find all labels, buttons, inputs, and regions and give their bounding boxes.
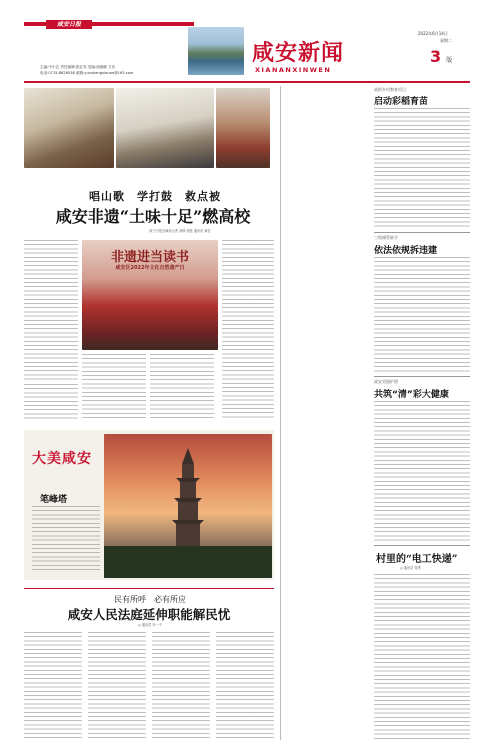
banner-text: 非遗进当读书 (110, 250, 189, 265)
pagoda-icon (104, 434, 272, 578)
court-top-rule (24, 588, 274, 589)
item2-kicker: 三级城管联手 (374, 235, 398, 240)
masthead-editors: 主编:中小玄 责任编辑:张红英 见编:池晓敏 方乐 (40, 65, 116, 69)
paper-name: 咸安日报 (56, 21, 81, 28)
photo-students-group (116, 88, 214, 168)
main-text-col5 (222, 240, 274, 420)
banner-subtext: 咸安区2022年文化自然遗产日 (115, 265, 185, 271)
issue-date: 2022年6月14日 (418, 31, 448, 36)
court-kicker: 民有所呼 必有所应 (114, 595, 186, 604)
court-headline: 咸安人民法庭延伸职能解民忧 (67, 607, 231, 622)
court-text-col3 (152, 632, 210, 740)
page-number (430, 47, 452, 66)
item4-text (374, 574, 470, 740)
item1-kicker: 高桥乡村教育项目 (374, 87, 406, 92)
feature-title: 大美咸安 (32, 451, 92, 467)
section-title: 咸安新闻 (252, 40, 345, 66)
main-kicker: 唱山歌 学打鼓 救点被 (89, 190, 221, 203)
issue-weekday: 星期二 (440, 38, 452, 43)
main-byline: 咸宁日报全媒体记者 刘倩 胡泓 通讯员 黄佳 (149, 229, 211, 233)
masthead-contact: 电话:0715-8826538 邮箱:yunshengxianan@163.com (40, 71, 134, 75)
masthead-landscape-photo (188, 27, 244, 75)
item1-title: 启动彩稻育苗 (374, 97, 429, 107)
masthead-rule (24, 81, 470, 83)
court-byline: ◎ 通讯员 李一千 (138, 623, 162, 627)
main-text-col4 (150, 354, 214, 420)
item4-byline: ◎ 通讯员 曾勇 (400, 566, 421, 570)
photo-drum-performance (24, 88, 114, 168)
item4-rule (374, 545, 470, 546)
photo-folk-stage (216, 88, 270, 168)
page-unit: 版 (446, 57, 453, 64)
paper-name-tab (46, 20, 92, 29)
right-col-divider (280, 86, 281, 740)
main-text-col1 (24, 240, 78, 380)
main-headline: 咸安非遗“土味十足”燃高校 (55, 207, 251, 226)
item4-title: 村里的“电工快递” (376, 554, 458, 565)
feature-subtitle: 笔峰塔 (40, 495, 68, 505)
section-pinyin: XIANANXINWEN (255, 66, 332, 74)
item3-rule (374, 376, 470, 377)
item1-text (374, 108, 470, 228)
court-text-col1 (24, 632, 82, 740)
item3-title: 共筑“清”彩大健康 (374, 390, 449, 400)
court-text-col2 (88, 632, 146, 740)
page-no: 3 (430, 47, 442, 66)
item3-text (374, 401, 470, 541)
item3-kicker: 咸安美丽护照 (374, 379, 398, 384)
item2-title: 依法依规拆违建 (374, 246, 438, 256)
pagoda-photo (104, 434, 272, 578)
main-text-col3 (82, 354, 146, 420)
item2-rule (374, 232, 470, 233)
court-text-col4 (216, 632, 274, 740)
feature-text (32, 506, 100, 570)
item2-text (374, 257, 470, 373)
main-text-col2 (24, 384, 78, 420)
banner-photo (82, 240, 218, 350)
